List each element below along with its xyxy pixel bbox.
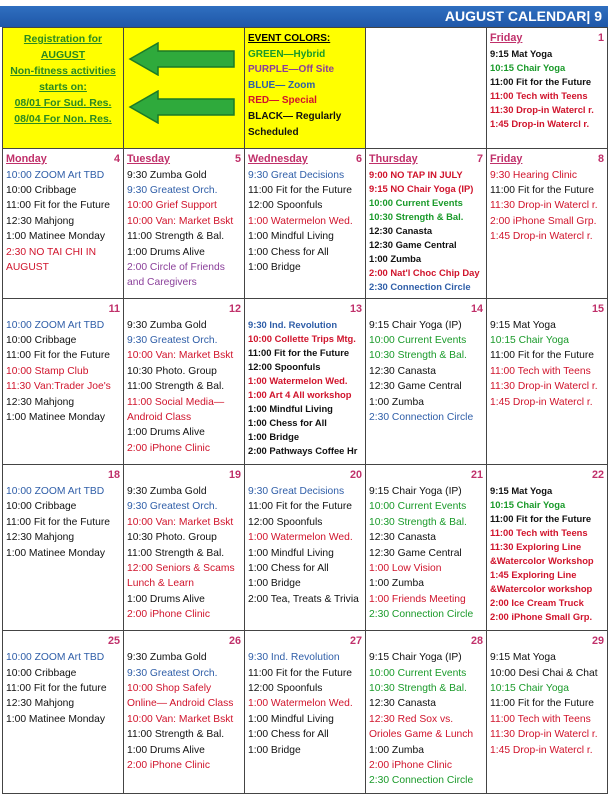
legend-item: GREEN—Hybrid bbox=[248, 48, 326, 60]
event-item: 1:00 Zumba bbox=[369, 396, 424, 408]
day-name: Friday bbox=[490, 152, 523, 165]
event-item: 11:00 Social Media— Android Class bbox=[127, 396, 225, 424]
day-cell bbox=[487, 298, 608, 464]
event-item: 9:30 Great Decisions bbox=[248, 169, 345, 181]
event-item: 2:30 Connection Circle bbox=[369, 280, 471, 292]
event-item: 1:00 Matinee Monday bbox=[6, 231, 106, 243]
legend-item: BLUE— Zoom bbox=[248, 79, 316, 91]
event-item: 12:30 Mahjong bbox=[6, 532, 75, 544]
event-item: 11:00 Tech with Teens bbox=[490, 365, 591, 377]
day-number: 20 bbox=[349, 468, 362, 481]
event-item: 1:00 Chess for All bbox=[248, 416, 327, 428]
event-item: 12:00 Spoonfuls bbox=[248, 360, 321, 372]
day-name: Wednesday bbox=[248, 152, 308, 165]
event-item: 11:30 Drop-in Watercl r. bbox=[490, 381, 598, 393]
arrow-left-icon bbox=[128, 90, 238, 124]
event-item: 10:30 Strength & Bal. bbox=[369, 210, 464, 222]
arrows-cell bbox=[124, 28, 245, 149]
event-item: 2:00 Ice Cream Truck bbox=[490, 596, 584, 608]
event-item: 1:00 Drums Alive bbox=[127, 427, 205, 439]
legend-item: PURPLE—Off Site bbox=[248, 64, 335, 76]
event-item: 2:00 iPhone Clinic bbox=[369, 759, 452, 771]
event-item: 1:00 Zumba bbox=[369, 744, 424, 756]
event-item: 2:30 Connection Circle bbox=[369, 412, 474, 424]
event-item: 9:30 Ind. Revolution bbox=[248, 652, 340, 664]
event-item: 11:00 Fit for the Future bbox=[490, 512, 592, 524]
event-item: 12:00 Seniors & Scams Lunch & Learn bbox=[127, 562, 235, 590]
event-item: 1:00 Chess for All bbox=[248, 729, 329, 741]
day-header bbox=[369, 152, 483, 166]
event-item: 1:00 Matinee Monday bbox=[6, 713, 106, 725]
calendar-week-row bbox=[3, 464, 608, 630]
day-number: 26 bbox=[228, 635, 241, 648]
registration-text bbox=[6, 31, 120, 127]
event-item: 1:00 Drums Alive bbox=[127, 593, 205, 605]
day-number: 4 bbox=[113, 152, 120, 165]
event-item: 10:00 Current Events bbox=[369, 196, 463, 208]
event-item: 11:00 Strength & Bal. bbox=[127, 381, 225, 393]
day-header bbox=[6, 468, 120, 482]
event-item: 1:45 Drop-in Watercl r. bbox=[490, 231, 593, 243]
event-item: 1:00 Mindful Living bbox=[248, 402, 333, 414]
event-item: 11:00 Fit for the future bbox=[6, 682, 107, 694]
event-item: 1:00 Chess for All bbox=[248, 562, 329, 574]
day-header bbox=[248, 302, 362, 316]
event-item: 1:00 Friends Meeting bbox=[369, 593, 466, 605]
event-item: 1:00 Bridge bbox=[248, 430, 300, 442]
event-item: 12:30 Mahjong bbox=[6, 215, 75, 227]
day-header bbox=[248, 152, 362, 166]
day-number: 5 bbox=[234, 152, 241, 165]
event-item: 12:30 Mahjong bbox=[6, 698, 75, 710]
registration-line: AUGUST bbox=[40, 49, 86, 61]
event-item: 1:45 Drop-in Watercl r. bbox=[490, 396, 593, 408]
event-item: 2:00 iPhone Clinic bbox=[127, 759, 210, 771]
event-item: 1:00 Bridge bbox=[248, 262, 301, 274]
event-item: 10:00 Cribbage bbox=[6, 667, 77, 679]
event-item: 2:00 iPhone Clinic bbox=[127, 442, 210, 454]
day-cell bbox=[124, 631, 245, 794]
event-item: 10:00 Collette Trips Mtg. bbox=[248, 332, 356, 344]
event-item: 10:30 Strength & Bal. bbox=[369, 350, 467, 362]
legend-heading: EVENT COLORS: bbox=[248, 33, 331, 44]
day-header bbox=[127, 152, 241, 166]
event-item: 10:00 Shop Safely Online— Android Class bbox=[127, 682, 234, 710]
page-title: AUGUST CALENDAR| 9 bbox=[0, 6, 608, 27]
event-item: 10:00 ZOOM Art TBD bbox=[6, 652, 105, 664]
event-item: 9:30 Ind. Revolution bbox=[248, 318, 338, 330]
event-item: 12:30 Canasta bbox=[369, 698, 436, 710]
event-item: 9:30 Greatest Orch. bbox=[127, 335, 218, 347]
event-item: 9:30 Zumba Gold bbox=[127, 169, 207, 181]
day-header bbox=[6, 302, 120, 316]
event-item: 10:15 Chair Yoga bbox=[490, 682, 570, 694]
event-item: 12:30 Game Central bbox=[369, 547, 462, 559]
event-item: 10:00 Cribbage bbox=[6, 185, 77, 197]
event-item: 9:30 Hearing Clinic bbox=[490, 169, 577, 181]
event-item: 2:30 NO TAI CHI IN AUGUST bbox=[6, 246, 97, 274]
event-item: 10:00 Van: Market Bskt bbox=[127, 350, 234, 362]
event-item: 9:15 Mat Yoga bbox=[490, 652, 556, 664]
event-item: 12:00 Spoonfuls bbox=[248, 200, 323, 212]
event-item: 10:00 Van: Market Bskt bbox=[127, 215, 234, 227]
calendar-week-row bbox=[3, 631, 608, 794]
day-header bbox=[248, 634, 362, 648]
event-item: 1:00 Mindful Living bbox=[248, 231, 334, 243]
event-item: 11:00 Fit for the Future bbox=[490, 698, 594, 710]
day-cell bbox=[487, 464, 608, 630]
event-item: 11:00 Fit for the Future bbox=[248, 185, 352, 197]
event-item: 10:00 Cribbage bbox=[6, 335, 77, 347]
event-item: 9:15 Mat Yoga bbox=[490, 484, 553, 496]
calendar-grid bbox=[2, 27, 608, 794]
event-item: 12:30 Game Central bbox=[369, 238, 457, 250]
event-item: 10:00 ZOOM Art TBD bbox=[6, 169, 105, 181]
event-item: 10:30 Photo. Group bbox=[127, 532, 217, 544]
day-number: 13 bbox=[349, 302, 362, 315]
event-item: 10:00 Cribbage bbox=[6, 501, 77, 513]
registration-line: 08/01 For Sud. Res. bbox=[14, 97, 112, 109]
event-item: 1:00 Watermelon Wed. bbox=[248, 532, 353, 544]
calendar-week-row bbox=[3, 148, 608, 298]
day-cell bbox=[366, 298, 487, 464]
day-name: Thursday bbox=[369, 152, 418, 165]
day-number: 22 bbox=[591, 468, 604, 481]
event-item: 10:00 Current Events bbox=[369, 335, 467, 347]
event-item: 1:00 Chess for All bbox=[248, 246, 329, 258]
legend-list bbox=[248, 31, 362, 140]
event-item: 1:00 Drums Alive bbox=[127, 246, 205, 258]
event-item: 11:00 Strength & Bal. bbox=[127, 231, 225, 243]
day-cell bbox=[245, 148, 366, 298]
day-cell bbox=[245, 631, 366, 794]
day-cell bbox=[3, 148, 124, 298]
event-item: 11:00 Fit for the Future bbox=[248, 346, 350, 358]
day-number: 8 bbox=[597, 152, 604, 165]
event-item: 1:00 Watermelon Wed. bbox=[248, 698, 353, 710]
event-item: 9:30 Great Decisions bbox=[248, 485, 345, 497]
event-item: 2:30 Connection Circle bbox=[369, 609, 474, 621]
day-header bbox=[490, 302, 604, 316]
event-item: 11:30 Drop-in Watercl r. bbox=[490, 200, 598, 212]
event-item: 2:00 Tea, Treats & Trivia bbox=[248, 593, 359, 605]
day-cell bbox=[366, 464, 487, 630]
day-cell bbox=[487, 148, 608, 298]
event-item: 11:30 Drop-in Watercl r. bbox=[490, 729, 598, 741]
day-number: 25 bbox=[107, 635, 120, 648]
registration-line: 08/04 For Non. Res. bbox=[14, 113, 112, 125]
day-number: 19 bbox=[228, 468, 241, 481]
day-header bbox=[248, 468, 362, 482]
day-number: 29 bbox=[591, 635, 604, 648]
day-cell bbox=[124, 298, 245, 464]
day-cell bbox=[124, 148, 245, 298]
event-item: 9:15 Chair Yoga (IP) bbox=[369, 652, 462, 664]
event-item: 2:00 Pathways Coffee Hr bbox=[248, 444, 358, 456]
event-item: 1:00 Low Vision bbox=[369, 562, 442, 574]
event-item: 11:00 Fit for the Future bbox=[248, 501, 352, 513]
event-item: 11:00 Tech with Teens bbox=[490, 713, 591, 725]
event-item: 12:30 Canasta bbox=[369, 365, 436, 377]
event-item: 12:30 Game Central bbox=[369, 381, 462, 393]
registration-notice bbox=[3, 28, 124, 149]
event-item: 11:00 Strength & Bal. bbox=[127, 729, 225, 741]
event-item: 12:30 Red Sox vs. Orioles Game & Lunch bbox=[369, 713, 474, 741]
arrow-left-icon bbox=[128, 42, 238, 76]
event-item: 1:00 Matinee Monday bbox=[6, 412, 106, 424]
event-item: 10:30 Strength & Bal. bbox=[369, 682, 467, 694]
event-item: 10:15 Chair Yoga bbox=[490, 335, 570, 347]
registration-line: Non-fitness activities bbox=[10, 65, 116, 77]
day-name: Friday bbox=[490, 32, 523, 44]
event-item: 11:00 Fit for the Future bbox=[490, 350, 594, 362]
event-item: 1:00 Bridge bbox=[248, 578, 301, 590]
event-item: 9:15 Mat Yoga bbox=[490, 48, 553, 59]
event-item: 9:00 NO TAP IN JULY bbox=[369, 168, 463, 180]
day-cell bbox=[3, 631, 124, 794]
registration-line: starts on: bbox=[39, 81, 87, 93]
day-number: 21 bbox=[470, 468, 483, 481]
event-item: 10:15 Chair Yoga bbox=[490, 498, 566, 510]
event-item: 9:15 Chair Yoga (IP) bbox=[369, 485, 462, 497]
event-item: 1:45 Drop-in Watercl r. bbox=[490, 744, 593, 756]
event-item: 10:00 Stamp Club bbox=[6, 365, 89, 377]
event-item: 10:00 ZOOM Art TBD bbox=[6, 485, 105, 497]
event-item: 9:30 Zumba Gold bbox=[127, 485, 207, 497]
legend-item: RED— Special bbox=[248, 95, 317, 107]
day-name: Monday bbox=[6, 152, 47, 165]
event-item: 9:15 NO Chair Yoga (IP) bbox=[369, 182, 474, 194]
event-item: 1:00 Watermelon Wed. bbox=[248, 374, 348, 386]
registration-line: Registration for bbox=[23, 33, 103, 45]
event-item: 9:30 Zumba Gold bbox=[127, 319, 207, 331]
event-item: 9:30 Greatest Orch. bbox=[127, 501, 218, 513]
day-cell bbox=[3, 464, 124, 630]
event-item: 10:30 Strength & Bal. bbox=[369, 516, 467, 528]
day-cell bbox=[487, 631, 608, 794]
event-item: 1:00 Zumba bbox=[369, 252, 422, 264]
day-header bbox=[490, 152, 604, 166]
event-item: 1:00 Art 4 All workshop bbox=[248, 388, 352, 400]
day-header bbox=[369, 302, 483, 316]
event-item: 2:00 iPhone Small Grp. bbox=[490, 610, 593, 622]
day-header bbox=[6, 634, 120, 648]
day-header bbox=[6, 152, 120, 166]
day-header bbox=[490, 468, 604, 482]
event-item: 12:30 Canasta bbox=[369, 532, 436, 544]
event-item: 10:00 ZOOM Art TBD bbox=[6, 319, 105, 331]
event-item: 9:30 Greatest Orch. bbox=[127, 667, 218, 679]
event-item: 12:00 Spoonfuls bbox=[248, 516, 323, 528]
event-item: 10:30 Photo. Group bbox=[127, 365, 217, 377]
event-item: 10:00 Current Events bbox=[369, 501, 467, 513]
event-item: 11:00 Fit for the Future bbox=[490, 76, 592, 87]
day-number: 7 bbox=[476, 152, 483, 165]
event-item: 1:00 Mindful Living bbox=[248, 547, 334, 559]
event-item: 10:15 Chair Yoga bbox=[490, 62, 566, 73]
event-item: 11:00 Fit for the Future bbox=[6, 200, 110, 212]
event-item: 2:00 iPhone Clinic bbox=[127, 609, 210, 621]
event-item: 2:30 Connection Circle bbox=[369, 775, 474, 787]
day-cell bbox=[487, 28, 608, 149]
event-item: 1:00 Watermelon Wed. bbox=[248, 215, 353, 227]
event-item: 2:00 iPhone Small Grp. bbox=[490, 215, 597, 227]
event-item: 9:15 Mat Yoga bbox=[490, 319, 556, 331]
event-colors-legend bbox=[245, 28, 366, 149]
event-item: 10:00 Desi Chai & Chat bbox=[490, 667, 598, 679]
event-item: 1:00 Bridge bbox=[248, 744, 301, 756]
event-item: 9:30 Zumba Gold bbox=[127, 652, 207, 664]
event-item: 12:30 Mahjong bbox=[6, 396, 75, 408]
event-item: 1:00 Zumba bbox=[369, 578, 424, 590]
event-item: 10:00 Current Events bbox=[369, 667, 467, 679]
event-item: 11:00 Fit for the Future bbox=[6, 350, 110, 362]
event-item: 1:00 Drums Alive bbox=[127, 744, 205, 756]
day-number: 1 bbox=[597, 32, 604, 44]
day-number: 11 bbox=[108, 302, 120, 315]
day-number: 6 bbox=[355, 152, 362, 165]
calendar-week-row bbox=[3, 298, 608, 464]
event-item: 2:00 Circle of Friends and Caregivers bbox=[127, 262, 225, 289]
day-header bbox=[490, 634, 604, 648]
day-number: 28 bbox=[470, 635, 483, 648]
event-item: 9:30 Greatest Orch. bbox=[127, 185, 218, 197]
event-item: 11:00 Fit for the Future bbox=[490, 185, 594, 197]
event-item: 11:30 Van:Trader Joe's bbox=[6, 381, 111, 393]
event-item: 11:00 Strength & Bal. bbox=[127, 547, 225, 559]
day-cell bbox=[366, 148, 487, 298]
event-item: 1:00 Mindful Living bbox=[248, 713, 334, 725]
day-cell bbox=[366, 631, 487, 794]
event-item: 9:15 Chair Yoga (IP) bbox=[369, 319, 462, 331]
event-item: 11:00 Fit for the Future bbox=[6, 516, 110, 528]
day-cell bbox=[3, 298, 124, 464]
event-item: 12:00 Spoonfuls bbox=[248, 682, 323, 694]
event-item: 11:00 Tech with Teens bbox=[490, 90, 588, 101]
day-cell bbox=[124, 464, 245, 630]
day-header bbox=[127, 468, 241, 482]
day-header bbox=[127, 634, 241, 648]
event-item: 11:30 Exploring Line &Watercolor Workshop bbox=[490, 540, 594, 566]
event-item: 1:00 Matinee Monday bbox=[6, 547, 106, 559]
day-number: 18 bbox=[107, 468, 120, 481]
day-header bbox=[369, 468, 483, 482]
event-item: 12:30 Canasta bbox=[369, 224, 433, 236]
day-name: Tuesday bbox=[127, 152, 171, 165]
day-header bbox=[490, 31, 604, 45]
calendar-week-row bbox=[3, 28, 608, 149]
event-item: 1:45 Exploring Line &Watercolor workshop bbox=[490, 568, 593, 594]
day-number: 15 bbox=[591, 302, 604, 315]
event-item: 10:00 Grief Support bbox=[127, 200, 217, 212]
day-header bbox=[369, 634, 483, 648]
day-cell bbox=[245, 298, 366, 464]
day-number: 27 bbox=[349, 635, 362, 648]
day-number: 12 bbox=[228, 302, 241, 315]
event-item: 11:30 Drop-in Watercl r. bbox=[490, 104, 594, 115]
day-cell bbox=[245, 464, 366, 630]
day-header bbox=[127, 302, 241, 316]
day-number: 14 bbox=[470, 302, 483, 315]
event-item: 10:00 Van: Market Bskt bbox=[127, 713, 234, 725]
event-item: 11:00 Tech with Teens bbox=[490, 526, 588, 538]
event-item: 1:45 Drop-in Watercl r. bbox=[490, 118, 590, 129]
empty-day-cell bbox=[366, 28, 487, 149]
event-item: 2:00 Nat'l Choc Chip Day bbox=[369, 266, 480, 278]
event-item: 10:00 Van: Market Bskt bbox=[127, 516, 234, 528]
legend-item: BLACK— Regularly Scheduled bbox=[248, 110, 342, 138]
event-item: 11:00 Fit for the Future bbox=[248, 667, 352, 679]
